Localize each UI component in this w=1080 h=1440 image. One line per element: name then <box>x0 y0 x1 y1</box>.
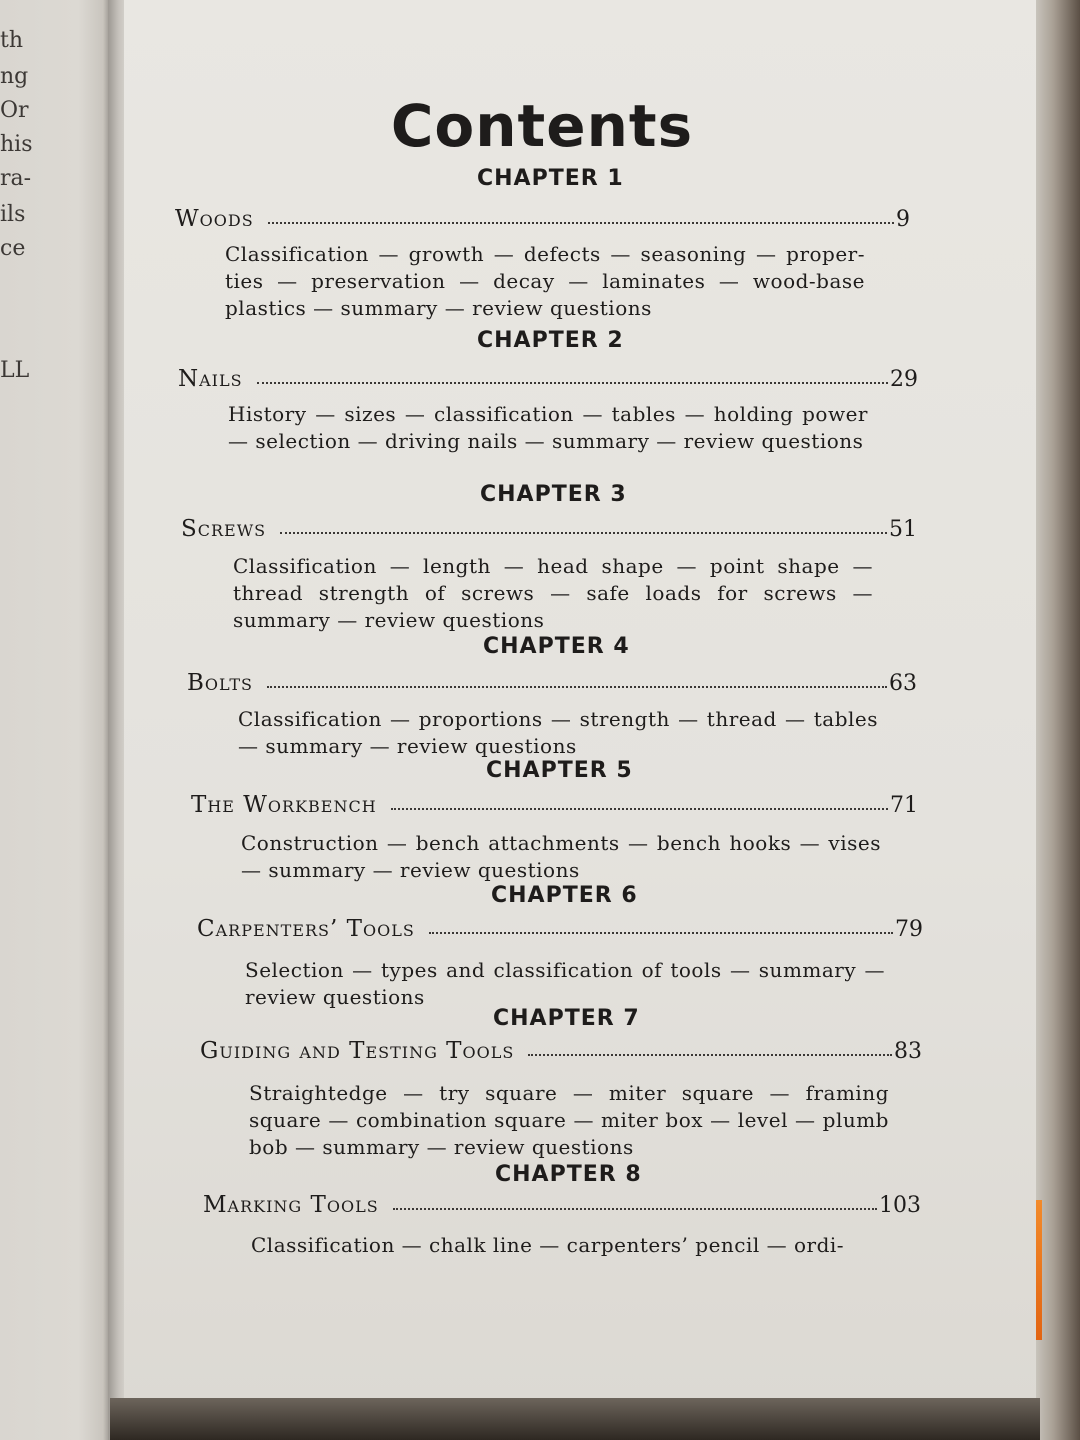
dot-leader <box>268 222 894 224</box>
toc-entry-the-workbench[interactable] <box>191 784 918 818</box>
chapter-description: Classification — chalk line — carpenters’ pencil — ordi- <box>251 1233 845 1257</box>
chapter-description: Straightedge — try square — miter square — framing square — combination square — miter box — level — plumb bob — summary — review questions <box>249 1081 889 1159</box>
toc-entry-woods[interactable] <box>175 198 910 232</box>
dot-leader <box>391 808 888 810</box>
chapter-label: CHAPTER 5 <box>486 758 633 783</box>
bottom-shadow <box>110 1398 1040 1440</box>
toc-entry-marking-tools[interactable] <box>203 1184 921 1218</box>
left-page-fragment: ra- <box>0 166 32 191</box>
orange-cover-edge <box>1036 1200 1042 1340</box>
toc-page-number: 103 <box>879 1193 921 1218</box>
left-page <box>0 0 112 1440</box>
left-page-fragment: ng <box>0 64 29 89</box>
toc-entry-title: Screws <box>181 516 267 542</box>
toc-entry-guiding-and-testing-tools[interactable] <box>200 1030 922 1064</box>
dot-leader <box>393 1208 877 1210</box>
chapter-label: CHAPTER 8 <box>495 1162 642 1187</box>
toc-entry-title: Nails <box>178 366 243 392</box>
dot-leader <box>528 1054 892 1056</box>
toc-page-number: 9 <box>896 207 910 232</box>
toc-entry-bolts[interactable] <box>187 662 917 696</box>
toc-entry-title: Marking Tools <box>203 1192 379 1218</box>
page-edge <box>1036 0 1080 1440</box>
chapter-label: CHAPTER 7 <box>493 1006 640 1031</box>
chapter-description: Classification — length — head shape — point shape — thread strength of screws — safe loads for screws — summary — review questions <box>233 554 873 632</box>
toc-entry-title: Bolts <box>187 670 253 696</box>
toc-page-number: 71 <box>890 793 918 818</box>
left-page-fragment: ce <box>0 236 26 261</box>
left-page-fragment: ils <box>0 202 26 227</box>
toc-entry-carpenters-tools[interactable] <box>197 908 923 942</box>
chapter-label: CHAPTER 1 <box>477 166 624 191</box>
toc-entry-title: Carpenters’ Tools <box>197 916 415 942</box>
chapter-label: CHAPTER 6 <box>491 883 638 908</box>
dot-leader <box>257 382 888 384</box>
toc-page-number: 63 <box>889 671 917 696</box>
toc-entry-nails[interactable] <box>178 358 918 392</box>
chapter-description: Classification — proportions — strength — thread — tables — summary — review questions <box>238 707 878 758</box>
chapter-label: CHAPTER 3 <box>480 482 627 507</box>
toc-entry-title: The Workbench <box>191 792 377 818</box>
toc-entry-title: Woods <box>175 206 254 232</box>
dot-leader <box>280 532 887 534</box>
toc-page-number: 83 <box>894 1039 922 1064</box>
toc-page-number: 51 <box>889 517 917 542</box>
left-page-fragment: th <box>0 28 24 53</box>
chapter-label: CHAPTER 2 <box>477 328 624 353</box>
dot-leader <box>429 932 893 934</box>
chapter-description: History — sizes — classification — tables — holding power — selection — driving nails — summary — review questions <box>228 402 868 453</box>
chapter-description: Construction — bench attachments — bench hooks — vises — summary — review questions <box>241 831 881 882</box>
toc-entry-title: Guiding and Testing Tools <box>200 1038 515 1064</box>
dot-leader <box>267 686 887 688</box>
chapter-description: Selection — types and classification of tools — summary — review questions <box>245 958 885 1009</box>
toc-page-number: 79 <box>895 917 923 942</box>
page-title: Contents <box>390 92 694 160</box>
left-page-fragment: LL <box>0 358 30 383</box>
left-page-fragment: Or <box>0 98 29 123</box>
toc-page-number: 29 <box>890 367 918 392</box>
toc-entry-screws[interactable] <box>181 508 917 542</box>
chapter-description: Classification — growth — defects — seasoning — proper-ties — preservation — decay — laminates — wood-base plastics — summary — review questions <box>225 242 865 320</box>
chapter-label: CHAPTER 4 <box>483 634 630 659</box>
left-page-fragment: his <box>0 132 33 157</box>
